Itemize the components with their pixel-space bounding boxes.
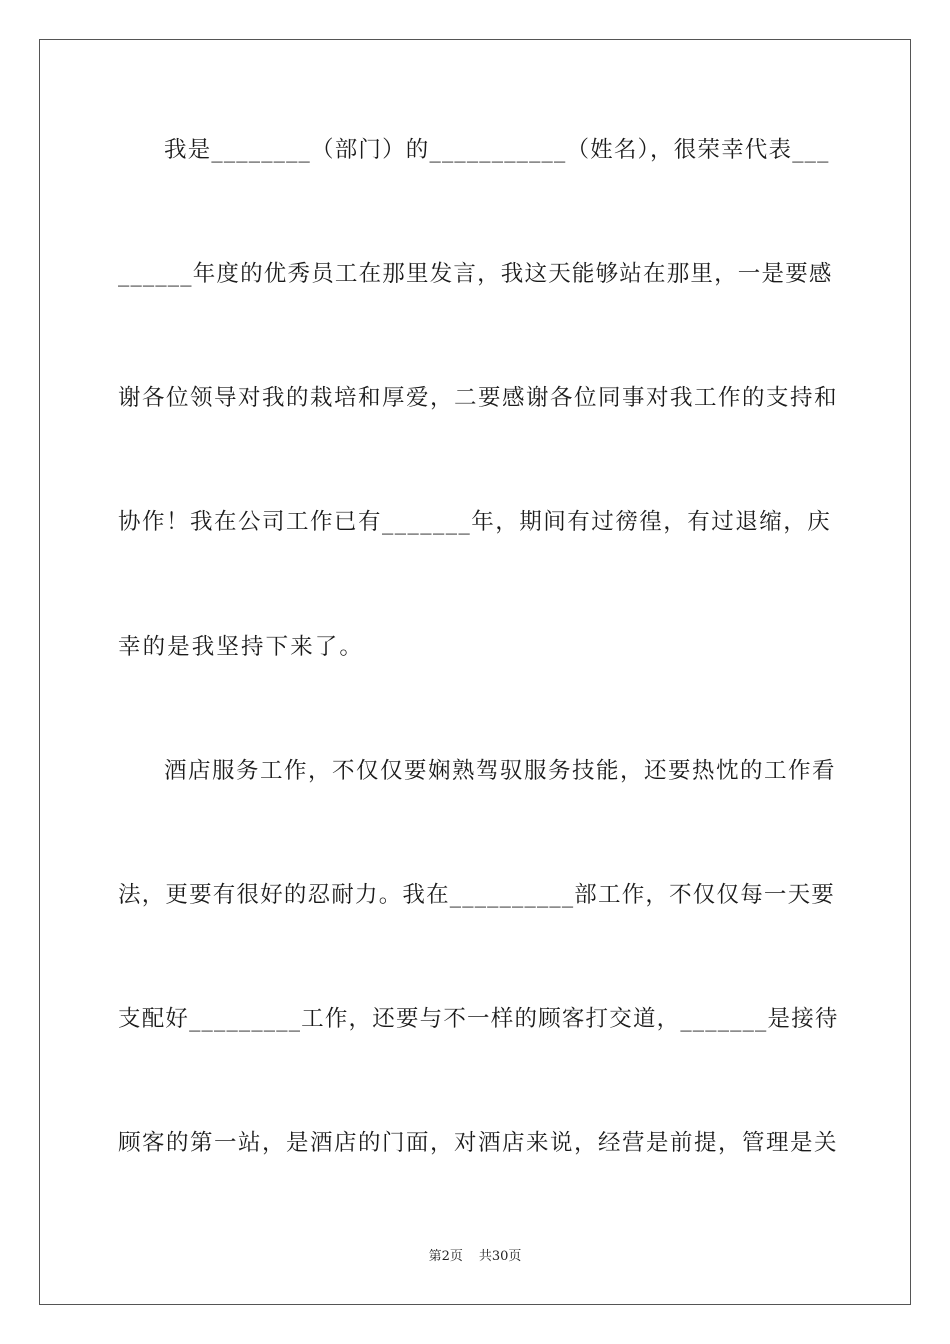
page-total: 共30页	[478, 1249, 522, 1264]
page-footer	[0, 1247, 950, 1267]
paragraph-2-line-1: 酒店服务工作，不仅仅要娴熟驾驭服务技能，还要热忱的工作看	[164, 758, 837, 784]
page-border	[39, 39, 911, 1305]
paragraph-1-line-5: 幸的是我坚持下来了。	[118, 634, 365, 660]
page-number: 第2页	[428, 1249, 463, 1264]
paragraph-1-line-2: ______年度的优秀员工在那里发言，我这天能够站在那里，一是要感	[118, 261, 833, 287]
paragraph-1-line-4: 协作！我在公司工作已有_______年，期间有过徬徨，有过退缩，庆	[118, 509, 832, 535]
paragraph-2-line-4: 顾客的第一站，是酒店的门面，对酒店来说，经营是前提，管理是关	[118, 1130, 839, 1156]
paragraph-2-line-3: 支配好_________工作，还要与不一样的顾客打交道，_______是接待	[118, 1006, 839, 1032]
paragraph-2-line-2: 法，更要有很好的忍耐力。我在__________部工作，不仅仅每一天要	[118, 882, 836, 908]
paragraph-1-line-1: 我是________（部门）的___________（姓名），很荣幸代表___	[164, 137, 830, 163]
paragraph-1-line-3: 谢各位领导对我的栽培和厚爱，二要感谢各位同事对我工作的支持和	[118, 385, 839, 411]
